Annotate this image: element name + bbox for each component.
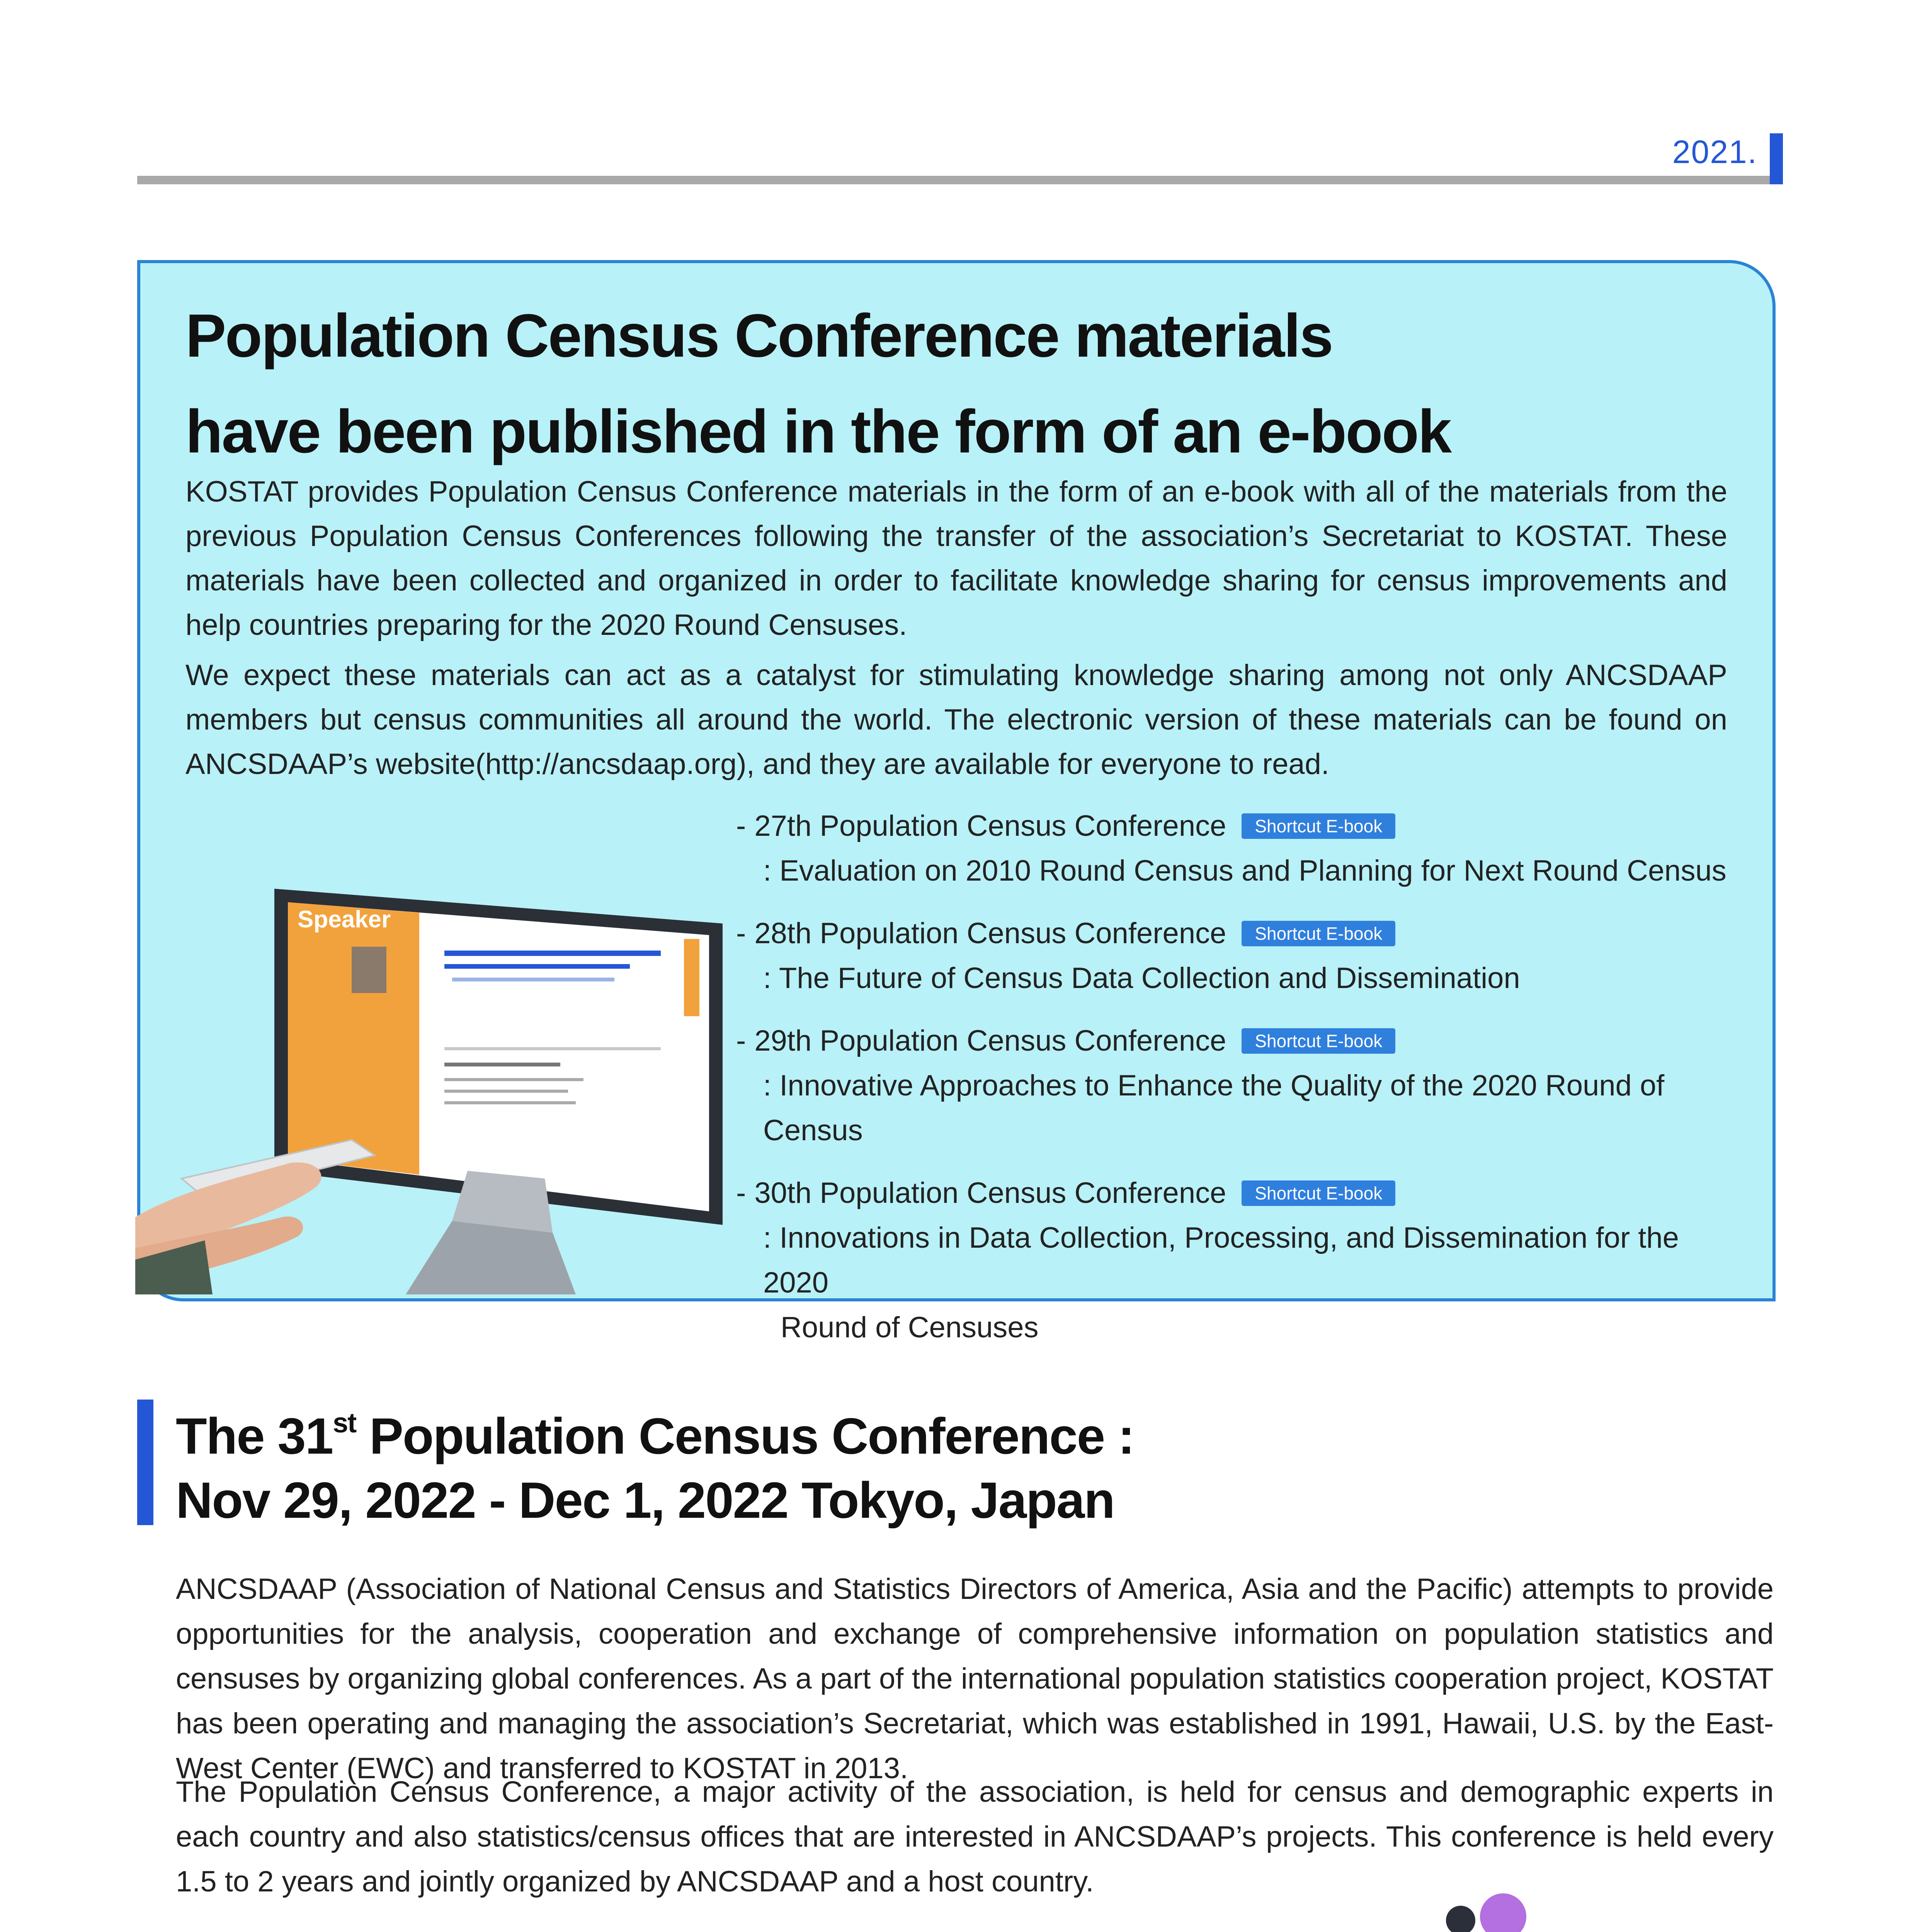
edition-year: 2021. — [1672, 134, 1757, 170]
paragraph-line — [176, 1928, 1451, 1932]
conference-item-29 — [736, 1019, 1741, 1153]
conference-item-27 — [736, 804, 1741, 893]
list-dash: - — [736, 1177, 746, 1209]
list-dash: - — [736, 917, 746, 950]
speaker-photo — [352, 947, 386, 993]
conference-name: 30th Population Census Conference — [754, 1177, 1226, 1209]
list-dash: - — [736, 810, 746, 842]
shortcut-ebook-button[interactable]: Shortcut E-book — [1242, 1028, 1395, 1054]
year-accent-bar — [1770, 133, 1783, 184]
conference-name: 28th Population Census Conference — [754, 917, 1226, 950]
shortcut-ebook-button[interactable]: Shortcut E-book — [1242, 921, 1395, 946]
list-dash: - — [736, 1024, 746, 1057]
conference-theme: : Innovations in Data Collection, Processing, and Dissemination for the 2020 — [763, 1221, 1679, 1299]
title-ordinal: The 31 — [176, 1408, 333, 1464]
conference-theme: : Evaluation on 2010 Round Census and Planning for Next Round Census — [763, 854, 1726, 887]
section-title-line1 — [176, 1391, 1490, 1468]
conference-ebook-list — [736, 804, 1741, 1368]
31st-conference-paragraph — [176, 1928, 1451, 1932]
section-title-line2: Nov 29, 2022 - Dec 1, 2022 Tokyo, Japan — [176, 1472, 1114, 1529]
section-title — [176, 1391, 1490, 1532]
ebook-title-line1: Population Census Conference materials — [185, 302, 1332, 370]
ebook-intro-paragraph: KOSTAT provides Population Census Conference materials in the form of an e-book with all of the materials from the previous Population Census Conferences following the transfer of the association’s Secretariat to KOSTAT. These materials have been collected and organized in order to facilitate knowledge sharing for census improvements and help countries preparing for the 2020 Round Censuses. — [185, 475, 1727, 641]
title-text: Population Census Conference : — [356, 1408, 1134, 1464]
conference-overview-paragraph: The Population Census Conference, a major activity of the association, is held for census and demographic experts in each country and also statistics/census offices that are interested in ANCSDAAP’s projects. This conference is held every 1.5 to 2 years and jointly organized by ANCSDAAP and a host country. — [176, 1776, 1774, 1898]
computer-illustration — [135, 831, 754, 1294]
header-rule — [137, 176, 1770, 184]
typing-hands-icon — [135, 1162, 321, 1294]
screen-logo: Speaker — [298, 906, 391, 933]
monitor-icon — [274, 889, 723, 1294]
ancsdaap-paragraph: ANCSDAAP (Association of National Census and Statistics Directors of America, Asia and the Pacific) attempts to provide opportunities for the analysis, cooperation and exchange of comprehensive information on population statistics and censuses by organizing global conferences. As a part of the international population statistics cooperation project, KOSTAT has been operating and managing the association’s Secretariat, which was established in 1991, Hawaii, U.S. by the East-West Center (EWC) and transferred to KOSTAT in 2013. — [176, 1573, 1774, 1785]
section-accent-bar — [137, 1400, 153, 1525]
shortcut-ebook-button[interactable]: Shortcut E-book — [1242, 1180, 1395, 1206]
conference-theme-continued: Round of Censuses — [781, 1311, 1039, 1344]
conference-item-30 — [736, 1171, 1741, 1350]
conference-theme: : Innovative Approaches to Enhance the Quality of the 2020 Round of Census — [763, 1069, 1665, 1147]
shortcut-ebook-button[interactable]: Shortcut E-book — [1242, 813, 1395, 839]
conference-theme: : The Future of Census Data Collection and Dissemination — [763, 962, 1520, 995]
conference-item-28 — [736, 911, 1741, 1001]
conference-name: 27th Population Census Conference — [754, 810, 1226, 842]
ebook-website-paragraph: We expect these materials can act as a catalyst for stimulating knowledge sharing among not only ANCSDAAP members but census communities all around the world. The electronic version of these materials can be found on ANCSDAAP’s website(http://ancsdaap.org), and they are available for everyone to read. — [185, 659, 1727, 781]
ebook-title — [185, 288, 1692, 480]
conference-name: 29th Population Census Conference — [754, 1024, 1226, 1057]
title-ordinal-suffix: st — [333, 1408, 356, 1439]
ebook-title-line2: have been published in the form of an e-book — [185, 398, 1451, 466]
